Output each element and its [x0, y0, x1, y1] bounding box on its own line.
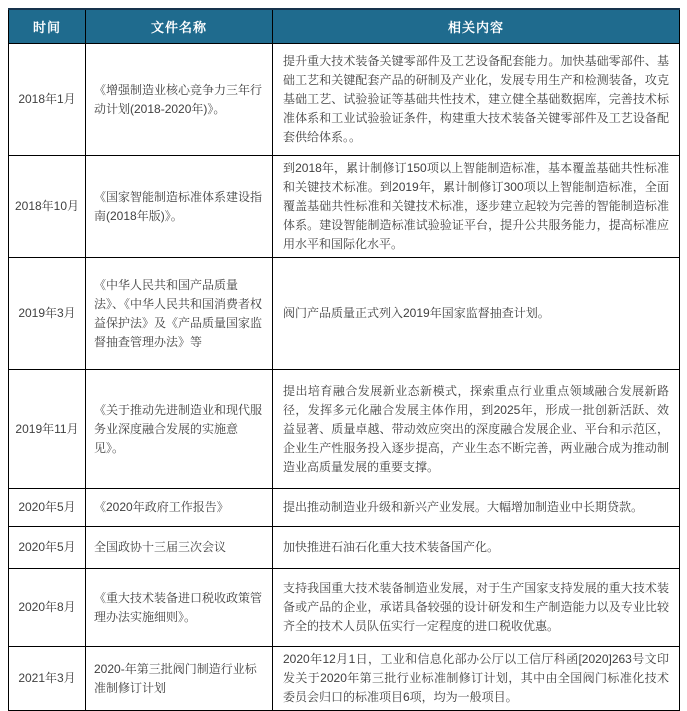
- cell-content: 加快推进石油石化重大技术装备国产化。: [273, 527, 680, 569]
- cell-content: 提出推动制造业升级和新兴产业发展。大幅增加制造业中长期贷款。: [273, 489, 680, 527]
- cell-doc: 《中华人民共和国产品质量法》、《中华人民共和国消费者权益保护法》及《产品质量国家监督抽查管理办法》等: [86, 258, 273, 370]
- header-row: [9, 9, 680, 44]
- table-row: [9, 44, 680, 156]
- cell-date: 2020年5月: [9, 527, 86, 569]
- column-header-doc: 文件名称: [86, 9, 273, 44]
- cell-doc: 2020-年第三批阀门制造行业标准制修订计划: [86, 647, 273, 711]
- cell-doc: 全国政协十三届三次会议: [86, 527, 273, 569]
- table-row: [9, 258, 680, 370]
- cell-doc: 《关于推动先进制造业和现代服务业深度融合发展的实施意见》。: [86, 370, 273, 489]
- cell-content: 2020年12月1日，工业和信息化部办公厅以工信厅科函[2020]263号文印发关于2020年第三批行业标准制修订计划，其中由全国阀门标准化技术委员会归口的标准项目6项，均为一般项目。: [273, 647, 680, 711]
- policy-table: [8, 8, 680, 711]
- cell-date: 2020年5月: [9, 489, 86, 527]
- table-row: [9, 527, 680, 569]
- cell-doc: 《重大技术装备进口税收政策管理办法实施细则》。: [86, 569, 273, 647]
- cell-date: 2018年1月: [9, 44, 86, 156]
- cell-doc: 《2020年政府工作报告》: [86, 489, 273, 527]
- column-header-content: 相关内容: [273, 9, 680, 44]
- table-header: [9, 9, 680, 44]
- cell-content: 到2018年，累计制修订150项以上智能制造标准，基本覆盖基础共性标准和关键技术标准。到2019年，累计制修订300项以上智能制造标准，全面覆盖基础共性标准和关键技术标准，逐步建立起较为完善的智能制造标准体系。建设智能制造标准试验验证平台，提升公共服务能力，提高标准应用水平和国际化水平。: [273, 156, 680, 258]
- cell-date: 2019年3月: [9, 258, 86, 370]
- table-row: [9, 647, 680, 711]
- cell-content: 阀门产品质量正式列入2019年国家监督抽查计划。: [273, 258, 680, 370]
- cell-date: 2021年3月: [9, 647, 86, 711]
- table-row: [9, 370, 680, 489]
- cell-content: 提升重大技术装备关键零部件及工艺设备配套能力。加快基础零部件、基础工艺和关键配套产品的研制及产业化，发展专用生产和检测装备，攻克基础工艺、试验验证等基础共性技术，建立健全基础数据库，完善技术标准体系和工业试验验证条件，构建重大技术装备关键零部件及工艺设备配套供给体系。。: [273, 44, 680, 156]
- table-row: [9, 156, 680, 258]
- cell-content: 提出培育融合发展新业态新模式，探索重点行业重点领域融合发展新路径，发挥多元化融合发展主体作用，到2025年，形成一批创新活跃、效益显著、质量卓越、带动效应突出的深度融合发展企业、平台和示范区，企业生产性服务投入逐步提高，产业生态不断完善，两业融合成为推动制造业高质量发展的重要支撑。: [273, 370, 680, 489]
- cell-date: 2020年8月: [9, 569, 86, 647]
- cell-content: 支持我国重大技术装备制造业发展，对于生产国家支持发展的重大技术装备或产品的企业，承诺具备较强的设计研发和生产制造能力以及专业比较齐全的技术人员队伍实行一定程度的进口税收优惠。: [273, 569, 680, 647]
- column-header-date: 时间: [9, 9, 86, 44]
- cell-date: 2019年11月: [9, 370, 86, 489]
- cell-doc: 《增强制造业核心竞争力三年行动计划(2018-2020年)》。: [86, 44, 273, 156]
- table-row: [9, 489, 680, 527]
- table-row: [9, 569, 680, 647]
- cell-doc: 《国家智能制造标准体系建设指南(2018年版)》。: [86, 156, 273, 258]
- table-body: [9, 44, 680, 711]
- cell-date: 2018年10月: [9, 156, 86, 258]
